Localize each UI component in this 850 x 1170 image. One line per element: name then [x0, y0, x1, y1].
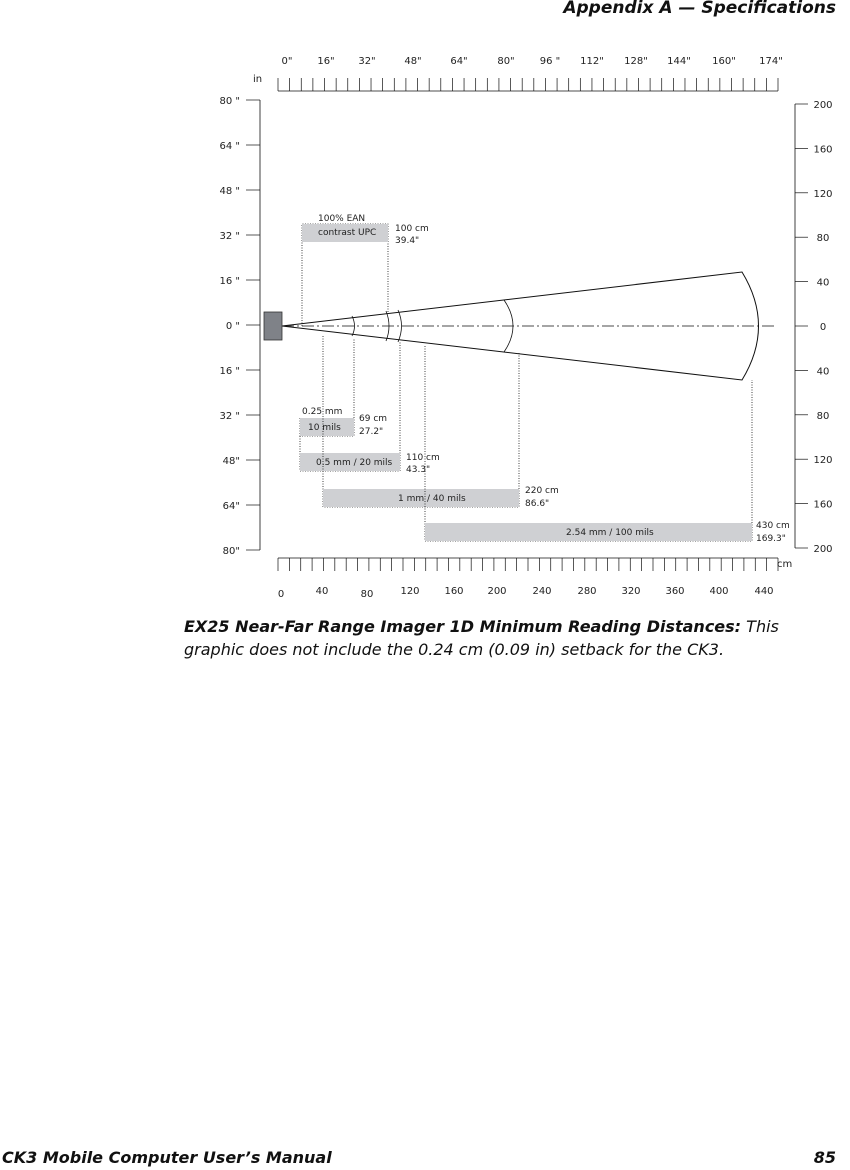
right-tick-label: 40	[816, 366, 830, 378]
range-label-line1: 100% EAN	[318, 214, 366, 224]
left-tick-label: 32 "	[219, 231, 240, 242]
range-distance-cm: 69 cm	[359, 414, 388, 424]
page-header: Appendix A — Specifications	[563, 0, 836, 18]
footer-title: CK3 Mobile Computer User’s Manual	[2, 1148, 332, 1167]
left-tick-label: 80 "	[219, 96, 240, 107]
left-tick-label: 64 "	[219, 141, 240, 152]
top-tick-label: 16"	[317, 56, 335, 67]
right-tick-label: 40	[816, 277, 830, 289]
range-label-line2: 10 mils	[308, 423, 341, 433]
bottom-tick-label: 240	[532, 586, 552, 597]
top-tick-label: 128"	[624, 56, 648, 67]
top-tick-label: 0"	[281, 56, 293, 67]
range-label-line2: contrast UPC	[318, 228, 377, 238]
right-tick-label: 200	[813, 544, 833, 555]
top-tick-label: 48"	[404, 56, 422, 67]
right-tick-label: 80	[816, 233, 830, 245]
bottom-tick-label: 360	[665, 586, 685, 597]
top-tick-label: 80"	[497, 56, 515, 67]
range-distance-in: 43.3"	[406, 465, 431, 475]
range-label: 0.5 mm / 20 mils	[316, 458, 393, 468]
bottom-tick-label: 0	[277, 589, 285, 600]
range-label: 2.54 mm / 100 mils	[566, 528, 654, 538]
top-inch-ruler	[278, 56, 783, 91]
scan-field	[264, 272, 776, 380]
range-distance-in: 169.3"	[756, 534, 786, 544]
top-tick-label: 112"	[580, 56, 604, 67]
bottom-tick-label: 160	[444, 586, 464, 597]
range-distance-in: 27.2"	[359, 427, 384, 437]
range-100-ean	[302, 214, 429, 326]
figure-caption	[184, 615, 834, 661]
range-label-line1: 0.25 mm	[302, 407, 343, 417]
range-distance-cm: 100 cm	[395, 224, 429, 234]
top-tick-label: 160"	[712, 56, 736, 67]
imager-icon	[264, 312, 282, 340]
left-tick-label: 64"	[222, 501, 240, 512]
left-tick-label: 16 "	[219, 366, 240, 377]
right-tick-label: 120	[813, 188, 833, 200]
right-tick-label: 160	[813, 499, 833, 511]
bottom-tick-label: 120	[400, 586, 420, 597]
right-tick-label: 0	[819, 322, 827, 333]
bottom-tick-label: 440	[754, 586, 774, 597]
range-distance-cm: 220 cm	[525, 486, 559, 496]
left-inch-axis	[219, 96, 260, 557]
units-top-label: in	[253, 74, 263, 85]
top-tick-label: 144"	[667, 56, 691, 67]
bottom-tick-label: 320	[621, 586, 641, 597]
top-tick-label: 174"	[759, 56, 783, 67]
right-tick-label: 160	[813, 144, 833, 156]
right-cm-axis	[795, 100, 833, 555]
left-tick-label: 48"	[222, 456, 240, 467]
bottom-tick-label: 280	[577, 586, 597, 597]
range-10-mils	[300, 338, 387, 437]
top-tick-label: 64"	[450, 56, 468, 67]
caption-text: This graphic does not include the 0.24 cm (0.09 in) setback for the CK3.	[184, 617, 779, 659]
bottom-tick-label: 80	[360, 589, 374, 600]
range-distance-cm: 110 cm	[406, 453, 440, 463]
range-distance-in: 39.4"	[395, 236, 420, 246]
bottom-tick-label: 200	[487, 586, 507, 597]
right-tick-label: 120	[813, 455, 833, 467]
page-number: 85	[813, 1148, 836, 1167]
bottom-tick-label: 40	[315, 586, 329, 597]
range-label: 1 mm / 40 mils	[398, 494, 466, 504]
bottom-tick-label: 400	[709, 586, 729, 597]
units-bottom-label: cm	[777, 559, 793, 570]
range-100-mils	[425, 346, 790, 544]
left-tick-label: 32 "	[219, 411, 240, 422]
left-tick-label: 80"	[222, 546, 240, 557]
left-tick-label: 16 "	[219, 276, 240, 287]
range-distance-cm: 430 cm	[756, 521, 790, 531]
left-tick-label: 48 "	[219, 186, 240, 197]
range-distance-in: 86.6"	[525, 499, 550, 509]
right-tick-label: 200	[813, 100, 833, 111]
bottom-cm-ruler	[278, 558, 778, 600]
top-tick-label: 32"	[358, 56, 376, 67]
right-tick-label: 80	[816, 410, 830, 422]
caption-title: EX25 Near-Far Range Imager 1D Minimum Reading Distances:	[184, 617, 742, 636]
left-tick-label: 0 "	[225, 321, 240, 332]
top-tick-label: 96 "	[539, 56, 561, 67]
